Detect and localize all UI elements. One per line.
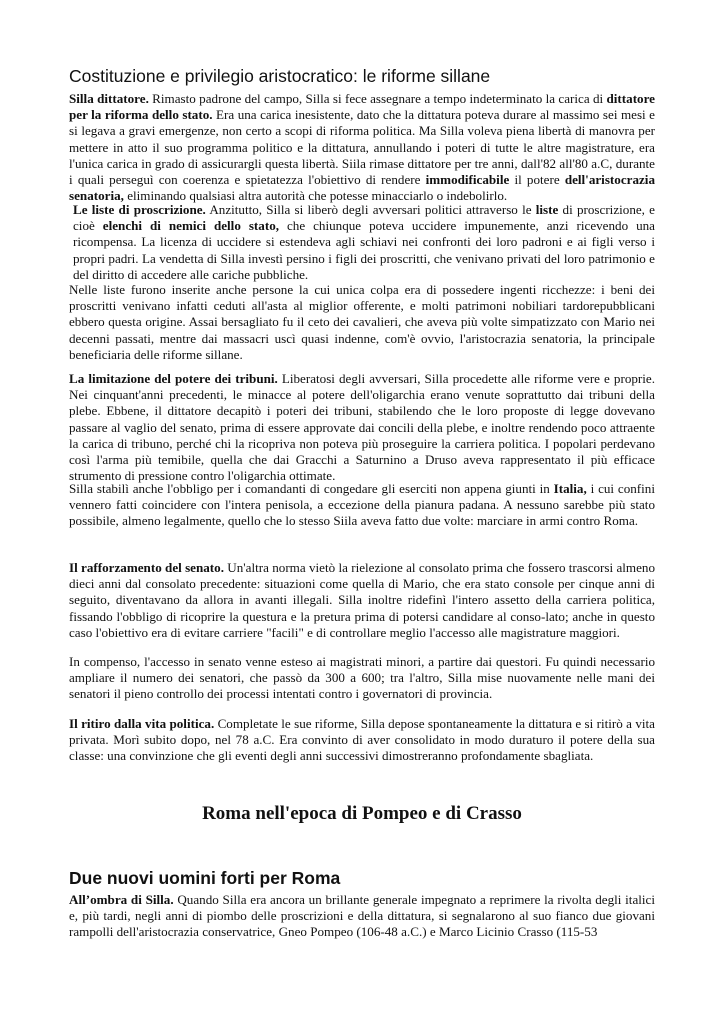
paragraph-congedo-eserciti bbox=[69, 481, 655, 530]
paragraph-accesso-senato: In compenso, l'accesso in senato venne esteso ai magistrati minori, a partire dai questori. Fu quindi necessario ampliare il numero dei senatori, che passò da 300 a 600; tra l'altro, Silla mise nuovamente nelle mani dei senatori il pieno controllo dei processi intentati contro i governatori di provincia. bbox=[69, 654, 655, 702]
paragraph-text: Un'altra norma vietò la rielezione al consolato prima che fossero trascorsi almeno dieci anni dal consolato precedente: situazioni come quella di Mario, che era stato console per cinque anni di seguito, diventavano da allora in avanti illegali. Silla inoltre ridefinì l'intero assetto della carriera politica, fissando l'obbligo di ricoprire la questura e la pretura prima di potersi candidare al conso-lato; anche in questo caso l'obiettivo era di evitare carriere "facili" e di controllare meglio l'accesso alle magistrature maggiori. bbox=[69, 560, 655, 640]
paragraph-text: Completate le sue riforme, Silla depose spontaneamente la dittatura e si ritirò a vita privata. Morì subito dopo, nel 78 a.C. Era convinto di aver consolidato in modo duraturo il potere della sua classe: una convinzione che gli eventi degli anni successivi dimostreranno profondamente sbagliata. bbox=[69, 716, 655, 764]
paragraph-rafforzamento-senato bbox=[69, 560, 655, 641]
paragraph-text: che chiunque poteva uccidere impunemente, anzi ricevendo una ricompensa. La licenza di uccidere si estendeva agli schiavi nei confronti dei loro padroni e ai figli verso i propri padri. La vendetta di Silla investì persino i figli dei proscritti, che venivano privati del loro patrimonio e del diritto di accedere alle cariche pubbliche. bbox=[73, 218, 655, 282]
paragraph-limitazione-tribuni bbox=[69, 371, 655, 484]
bold-term: elenchi di nemici dello stato, bbox=[102, 218, 280, 234]
paragraph-text: Liberatosi degli avversari, Silla procedette alle riforme vere e proprie. Nei cinquant'anni precedenti, le minacce al potere dell'oligarchia erano venute soprattutto dai tribuni della plebe. Ebbene, il dittatore decapitò i poteri dei tribuni, stabilendo che le loro proposte di legge dovevano passare al vaglio del senato, prima di essere approvate dai concili della plebe, e inoltre rendendo poco attraente la carica di tribuno, perché chi la ricopriva non poteva più proseguire la carriera politica. I popolari perdevano così l'arma più temibile, quella che dai Gracchi a Saturnino a Druso aveva rappresentato il più efficace strumento di pressione contro l'oligarchia ottimate. bbox=[69, 371, 655, 484]
chapter-title: Roma nell'epoca di Pompeo e di Crasso bbox=[202, 803, 522, 824]
bold-term: Italia, bbox=[553, 481, 587, 496]
paragraph-text: i cui confini vennero fatti coincidere con l'intera penisola, a eccezione della pianura padana. A nessuno sarebbe più stato possibile, almeno legalmente, quello che lo stesso Siila aveva fatto due volte: marciare in armi contro Roma. bbox=[69, 481, 655, 529]
bold-term: immodificabile bbox=[425, 172, 510, 188]
paragraph-text: di proscrizione, e cioè bbox=[73, 202, 655, 234]
paragraph-text: Silla stabilì anche l'obbligo per i comandanti di congedare gli eserciti non appena giunti in bbox=[69, 481, 554, 496]
paragraph-text: Era una carica inesistente, dato che la dittatura poteva durare al massimo sei mesi e si legava a gravi emergenze, non certo a scopi di riforma politica. Ma Silla voleva piena libertà di manovra per mettere in atto il suo programma politico e la dittatura, annullando i poteri di tutte le altre magistrature, era l'unica carica in grado di assicurargli questa libertà. Siila rimase dittatore per tre anni, dall'82 all'80 a.C, durante i quali perseguì con coerenza e spietatezza l'obiettivo di rendere bbox=[69, 107, 655, 188]
bold-term: liste bbox=[535, 202, 559, 217]
paragraph-lead: Le liste di proscrizione. bbox=[73, 202, 206, 217]
section-heading: Costituzione e privilegio aristocratico: le riforme sillane bbox=[69, 66, 491, 86]
bold-term: dittatore per la riforma dello stato. bbox=[69, 91, 655, 123]
paragraph-lead: Il ritiro dalla vita politica. bbox=[69, 716, 215, 731]
paragraph-lead: Silla dittatore. bbox=[69, 91, 149, 106]
paragraph-text: il potere bbox=[509, 172, 565, 188]
paragraph-silla-dittatore bbox=[69, 91, 655, 204]
section-heading: Due nuovi uomini forti per Roma bbox=[69, 868, 341, 888]
paragraph-lead: All’ombra di Silla. bbox=[69, 892, 174, 907]
paragraph-text: Anzitutto, Silla si liberò degli avversari politici attraverso le bbox=[205, 202, 536, 217]
paragraph-beni-proscritti: Nelle liste furono inserite anche persone la cui unica colpa era di possedere ingenti ricchezze: i beni dei proscritti venivano infatti ceduti all'asta al miglior offerente, e molti patrimoni nobiliari tardorepubblicani ebbero questa origine. Assai bersagliato fu il ceto dei cavalieri, che aveva più volte simpatizzato con Mario nei decenni passati, mentre dai massacri uscì quasi indenne, com'è ovvio, l'aristocrazia senatoria, la principale beneficiaria delle riforme sillane. bbox=[69, 282, 655, 362]
paragraph-lead: Il rafforzamento del senato. bbox=[69, 560, 224, 575]
paragraph-ritiro-vita-politica bbox=[69, 716, 655, 765]
paragraph-lead: La limitazione del potere dei tribuni. bbox=[69, 371, 278, 386]
paragraph-text: Rimasto padrone del campo, Silla si fece assegnare a tempo indeterminato la carica di bbox=[148, 91, 607, 106]
bold-term: dell'aristocrazia senatoria, bbox=[69, 172, 655, 204]
paragraph-text: Quando Silla era ancora un brillante generale impegnato a reprimere la rivolta degli italici e, più tardi, negli anni di piombo delle proscrizioni e della dittatura, si segnalarono al suo fianco due giovani rampolli dell'aristocrazia conservatrice, Gneo Pompeo (106-48 a.C.) e Marco Licinio Crasso (115-53 bbox=[69, 892, 655, 940]
paragraph-liste-proscrizione bbox=[73, 202, 655, 283]
paragraph-text: eliminando qualsiasi altra autorità che potesse minacciarlo o indebolirlo. bbox=[123, 188, 508, 204]
paragraph-ombra-silla bbox=[69, 892, 655, 941]
